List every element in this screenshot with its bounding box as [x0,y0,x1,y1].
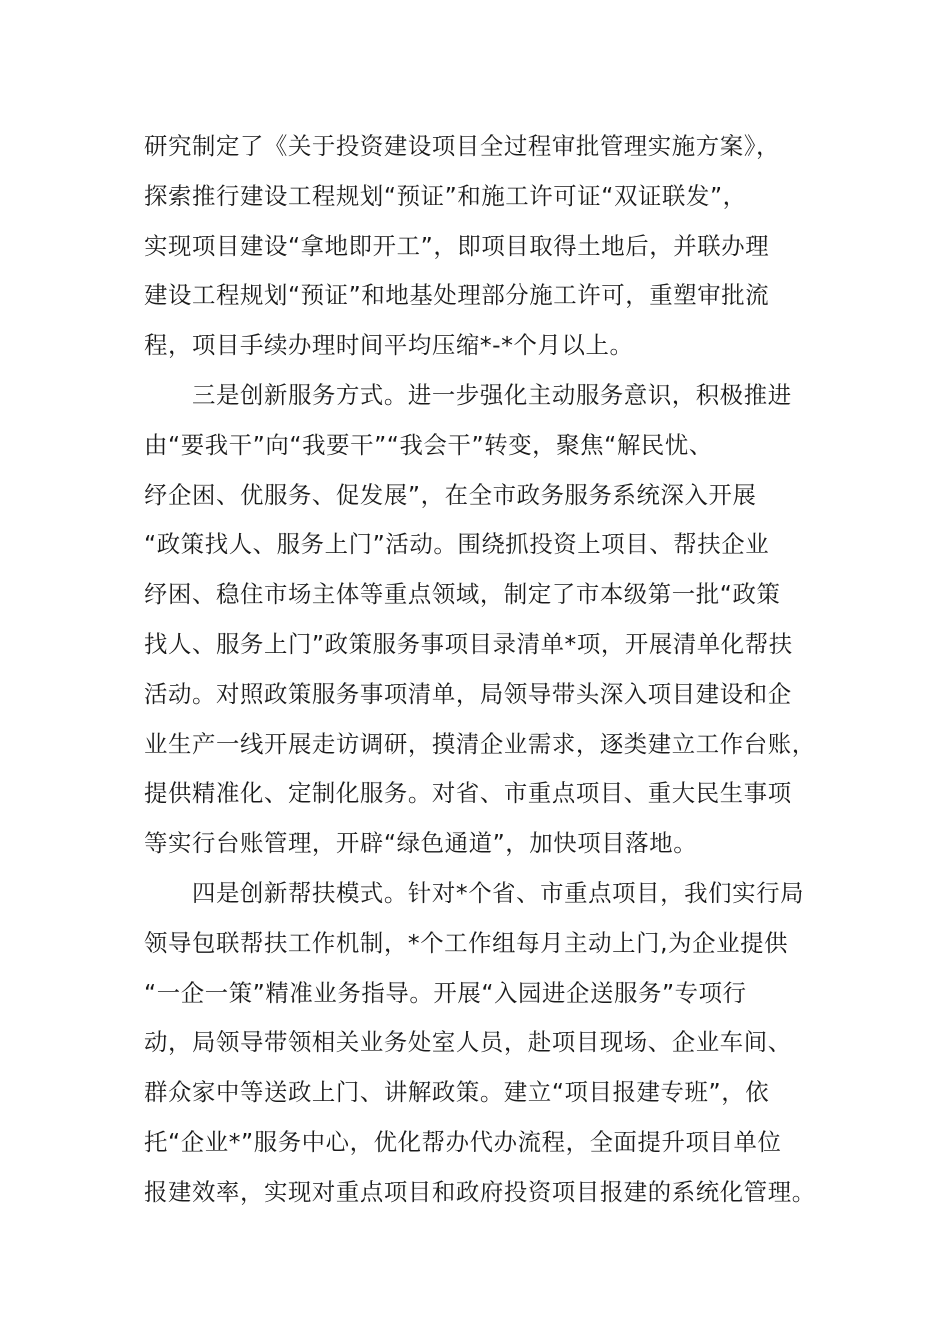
text-line: 提供精准化、定制化服务。对省、市重点项目、重大民生事项 [144,779,792,808]
text-line: 探索推行建设工程规划“预证”和施工许可证“双证联发”， [144,181,747,210]
text-line: 纾困、稳住市场主体等重点领域，制定了市本级第一批“政策 [144,580,781,609]
text-line: 实现项目建设“拿地即开工”，即项目取得土地后，并联办理 [144,231,770,260]
document-body [144,122,816,1218]
text-line: 建设工程规划“预证”和地基处理部分施工许可，重塑审批流 [144,281,770,310]
text-line: 由“要我干”向“我要干”“我会干”转变，聚焦“解民忧、 [144,430,713,459]
text-line: 领导包联帮扶工作机制，*个工作组每月主动上门,为企业提供 [144,928,789,957]
text-line: 群众家中等送政上门、讲解政策。建立“项目报建专班”，依 [144,1078,770,1107]
paragraph-start-line: 四是创新帮扶模式。针对*个省、市重点项目，我们实行局 [192,878,805,907]
text-line: 业生产一线开展走访调研，摸清企业需求，逐类建立工作台账， [144,729,816,758]
text-line: 等实行台账管理，开辟“绿色通道”，加快项目落地。 [144,829,698,858]
text-line: “一企一策”精准业务指导。开展“入园进企送服务”专项行 [144,978,747,1007]
text-line: 报建效率，实现对重点项目和政府投资项目报建的系统化管理。 [144,1177,816,1206]
text-line: “政策找人、服务上门”活动。围绕抓投资上项目、帮扶企业 [144,530,770,559]
text-line: 找人、服务上门”政策服务事项目录清单*项，开展清单化帮扶 [144,629,793,658]
text-line: 活动。对照政策服务事项清单，局领导带头深入项目建设和企 [144,679,792,708]
paragraph-start-line: 三是创新服务方式。进一步强化主动服务意识，积极推进 [192,380,792,409]
text-line: 纾企困、优服务、促发展”，在全市政务服务系统深入开展 [144,480,757,509]
text-line: 程，项目手续办理时间平均压缩*-*个月以上。 [144,331,634,360]
text-line: 动，局领导带领相关业务处室人员，赴项目现场、企业车间、 [144,1028,792,1057]
text-line: 研究制定了《关于投资建设项目全过程审批管理实施方案》， [144,132,781,160]
text-line: 托“企业*”服务中心，优化帮办代办流程，全面提升项目单位 [144,1127,782,1156]
